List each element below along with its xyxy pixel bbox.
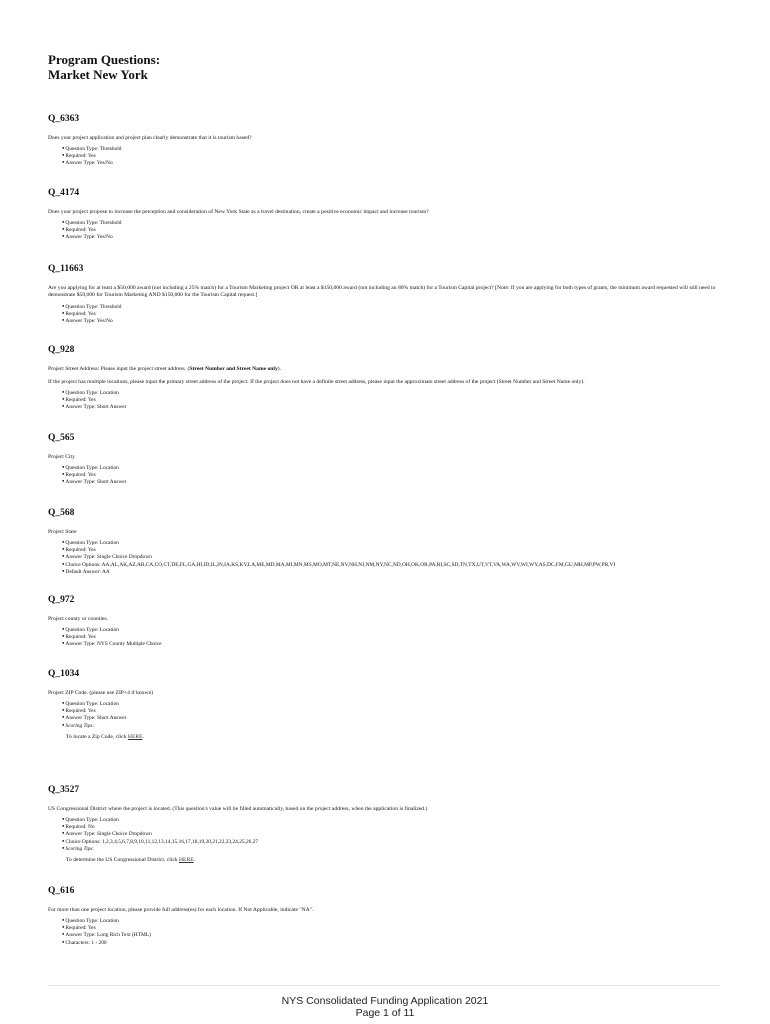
question-id: Q_565 (48, 433, 75, 443)
question-meta-list (48, 626, 720, 648)
meta-item: ● Characters: 1 - 200 (62, 939, 720, 946)
question-text: Project State (48, 529, 77, 535)
question-text: Project ZIP Code. (please use ZIP+4 if known) (48, 690, 154, 696)
meta-item: ● Question Type: Location (62, 539, 720, 546)
page-title (48, 52, 160, 82)
question-id: Q_1034 (48, 669, 80, 679)
meta-item: ● Required: No (62, 823, 720, 830)
question-block (48, 263, 720, 325)
question-meta-list (48, 917, 720, 946)
meta-item: ● Question Type: Location (62, 389, 720, 396)
question-meta-list (48, 389, 720, 411)
meta-item: ● Answer Type: Short Answer (62, 478, 720, 485)
question-text: Does your project application and project plan clearly demonstrate that it is tourism based? (48, 135, 252, 141)
meta-item: ● Question Type: Location (62, 917, 720, 924)
meta-item: ● Choice Options: AA,AL,AK,AZ,AR,CA,CO,CT,DE,FL,GA,HI,ID,IL,IN,IA,KS,KY,LA,ME,MD,MA,MI,MN,MS,MO,MT,NE,NV,NH,NJ,NM,NY,NC,ND,OH,OK,OR,PA,RI,SC,SD,TN,TX,UT,VT,VA,WA,WV,WI,WY,AS,DC,FM,GU,MH,MP,PW,PR,VI (62, 561, 720, 568)
meta-item: ● Answer Type: Yes/No (62, 317, 720, 324)
meta-item: ● Answer Type: NYS County Multiple Choice (62, 640, 720, 647)
question-block (48, 432, 720, 486)
meta-item-scoring-tips: ● Scoring Tips: (62, 722, 720, 729)
question-meta-list (48, 145, 720, 167)
question-meta-list (48, 464, 720, 486)
meta-item: ● Choice Options: 1,2,3,4,5,6,7,8,9,10,11,12,13,14,15,16,17,18,19,20,21,22,23,24,25,26,27 (62, 838, 720, 845)
question-text: Project county or counties. (48, 616, 108, 622)
question-id: Q_6363 (48, 114, 80, 124)
meta-item: ● Question Type: Location (62, 700, 720, 707)
question-id: Q_616 (48, 886, 75, 896)
meta-item: ● Question Type: Location (62, 464, 720, 471)
meta-item: ● Answer Type: Long Rich Text (HTML) (62, 931, 720, 938)
meta-item: ● Required: Yes (62, 633, 720, 640)
page-title-line2: Market New York (48, 67, 148, 82)
question-text-secondary: If the project has multiple locations, please input the primary street address of the project. If the project does not have a definite street address, please input the approximate street address of the project (Street Number and Street Name only). (48, 379, 585, 385)
question-block (48, 187, 720, 241)
meta-item: ● Answer Type: Single Choice Dropdown (62, 830, 720, 837)
meta-item: ● Required: Yes (62, 226, 720, 233)
question-block (48, 113, 720, 167)
question-id: Q_3527 (48, 785, 80, 795)
meta-item: ● Required: Yes (62, 707, 720, 714)
scoring-tip-end: . (193, 857, 196, 864)
scoring-tip-end: . (142, 733, 144, 740)
question-meta-list (48, 539, 720, 575)
meta-item: ● Required: Yes (62, 396, 720, 403)
meta-item: ● Question Type: Threshold (62, 219, 720, 226)
meta-item: ● Question Type: Threshold (62, 145, 720, 152)
meta-item: ● Answer Type: Yes/No (62, 159, 720, 166)
question-text: Project City (48, 454, 75, 460)
meta-item: ● Required: Yes (62, 471, 720, 478)
question-text: Does your project propose to increase the perception and consideration of New York State as a travel destination, create a positive economic impact and increase tourism? (48, 209, 429, 215)
zip-code-here-link[interactable]: HERE (127, 733, 143, 740)
meta-item: ● Required: Yes (62, 152, 720, 159)
meta-item: ● Answer Type: Short Answer (62, 403, 720, 410)
footer-page-number: Page 1 of 11 (355, 1007, 415, 1019)
question-id: Q_4174 (48, 188, 80, 198)
question-text-bold: Street Number and Street Name only (189, 366, 278, 372)
question-text: Are you applying for at least a $50,000 award (not including a 25% match) for a Tourism Marketing project OR at least a $150,000 award (not including an 80% match) for a Tourism Capital project? [Note: If you are applying for both types of grants, the minimum award requested will still need to demonstrate $50,000 for Tourism Marketing AND $150,000 for the Tourism Capital request.] (48, 285, 716, 298)
question-block (48, 594, 720, 648)
question-id: Q_928 (48, 345, 75, 355)
footer-title: NYS Consolidated Funding Application 2021 (281, 995, 489, 1007)
question-text: For more than one project location, please provide full address(es) for each location. If Not Applicable, indicate "NA". (48, 907, 314, 913)
meta-item: ● Answer Type: Short Answer (62, 714, 720, 721)
meta-item-scoring-tips: ● Scoring Tips: (62, 845, 720, 852)
question-text: US Congressional District where the project is located. (This question's value will be filled automatically, based on the project address, when the application is finalized.) (48, 806, 428, 812)
congressional-district-here-link[interactable]: HERE (179, 857, 194, 864)
question-meta-list (48, 219, 720, 241)
scoring-tip-text: To locate a Zip Code, click (66, 733, 128, 740)
meta-item: ● Question Type: Location (62, 626, 720, 633)
meta-item: ● Question Type: Threshold (62, 303, 720, 310)
footer-divider (48, 985, 720, 986)
question-text (48, 366, 720, 373)
meta-item: ● Answer Type: Yes/No (62, 233, 720, 240)
meta-item: ● Default Answer: AA (62, 568, 720, 575)
question-block (48, 344, 720, 411)
question-id: Q_972 (48, 595, 75, 605)
question-meta-list (48, 816, 720, 852)
question-text-pre: Project Street Address: Please input the project street address. ( (48, 366, 190, 372)
meta-item: ● Answer Type: Single Choice Dropdown (62, 553, 720, 560)
question-text-post: ). (277, 366, 282, 372)
scoring-tip (66, 857, 720, 864)
page-title-line1: Program Questions: (48, 52, 161, 67)
question-block (48, 507, 720, 575)
question-meta-list (48, 700, 720, 729)
question-block (48, 784, 720, 864)
meta-item: ● Required: Yes (62, 924, 720, 931)
meta-item: ● Required: Yes (62, 310, 720, 317)
question-id: Q_11663 (48, 264, 84, 274)
scoring-tip (66, 734, 720, 741)
meta-item: ● Required: Yes (62, 546, 720, 553)
scoring-tip-text: To determine the US Congressional District, click (66, 857, 180, 864)
meta-item: ● Question Type: Location (62, 816, 720, 823)
question-meta-list (48, 303, 720, 325)
question-block (48, 885, 720, 946)
question-block (48, 668, 720, 741)
question-id: Q_568 (48, 508, 75, 518)
